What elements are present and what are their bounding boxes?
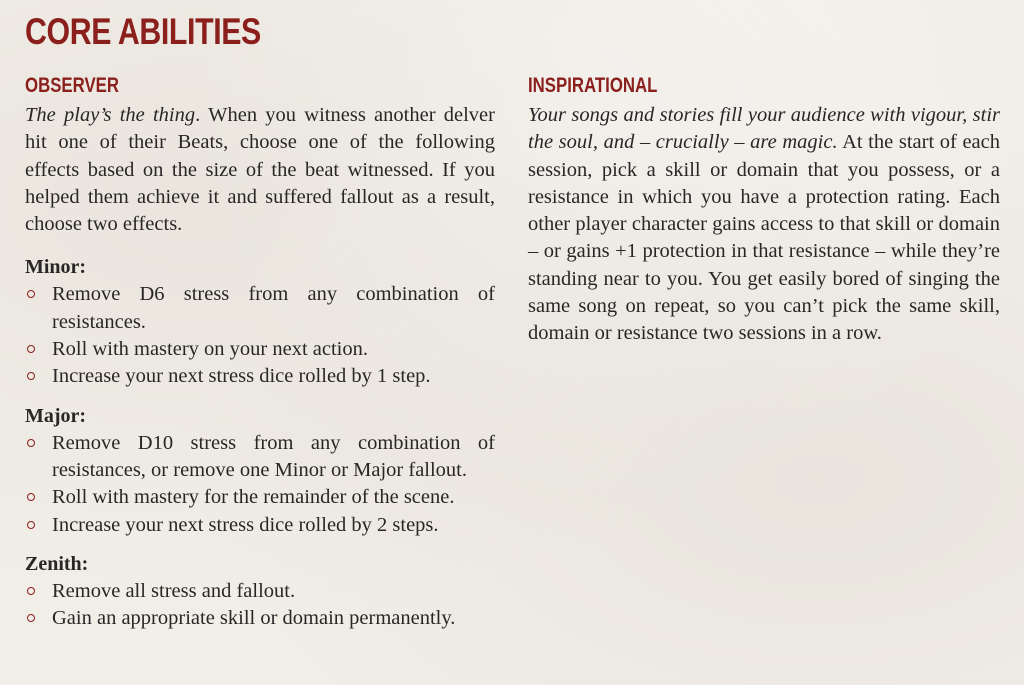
effect-text: Remove D6 stress from any combination of resistances. — [52, 283, 495, 333]
observer-heading: OBSERVER — [25, 74, 119, 97]
list-item — [25, 578, 495, 605]
list-item — [25, 363, 495, 390]
observer-description — [25, 102, 495, 238]
inspirational-intro-italic: Your songs and stories fill your audience with vigour, stir the soul, and – crucially – are magic. — [528, 104, 1000, 154]
inspirational-intro-text: At the start of each session, pick a skill or domain that you possess, or a resistance in which you have a protection rating. Each other player character gains access to that skill or domain – or gains +1 protection in that resistance – while they’re standing near to you. You get easily bored of singing the same song on repeat, so you can’t pick the same skill, domain or resistance two sessions in a row. — [528, 131, 1000, 345]
list-item — [25, 430, 495, 485]
list-item — [25, 336, 495, 363]
observer-intro-text: . When you witness another delver hit one of their Beats, choose one of the following effects based on the size of the beat witnessed. If you helped them achieve it and suffered fallout as a result, choose two effects. — [25, 104, 495, 236]
effect-text: Gain an appropriate skill or domain permanently. — [52, 607, 456, 630]
inspirational-description — [528, 102, 1000, 348]
page-title: CORE ABILITIES — [25, 11, 261, 52]
inspirational-section — [528, 72, 1000, 348]
circle-bullet-icon — [27, 614, 35, 622]
major-label: Major: — [25, 404, 87, 427]
list-item — [25, 605, 495, 632]
effect-text: Increase your next stress dice rolled by 2 steps. — [52, 513, 439, 536]
minor-label: Minor: — [25, 256, 87, 279]
circle-bullet-icon — [27, 493, 35, 501]
circle-bullet-icon — [27, 372, 35, 380]
list-item — [25, 512, 495, 539]
effect-text: Remove D10 stress from any combination of resistances, or remove one Minor or Major fallout. — [52, 431, 495, 481]
list-item — [25, 484, 495, 511]
observer-intro-italic: The play’s the thing — [25, 104, 196, 126]
zenith-effects-list — [25, 578, 495, 633]
observer-section — [25, 72, 495, 632]
circle-bullet-icon — [27, 290, 35, 298]
circle-bullet-icon — [27, 521, 35, 529]
circle-bullet-icon — [27, 439, 35, 447]
inspirational-heading: INSPIRATIONAL — [528, 74, 658, 97]
minor-effects-list — [25, 281, 495, 390]
circle-bullet-icon — [27, 345, 35, 353]
list-item — [25, 281, 495, 336]
circle-bullet-icon — [27, 587, 35, 595]
effect-text: Roll with mastery on your next action. — [52, 338, 368, 361]
effect-text: Increase your next stress dice rolled by 1 step. — [52, 365, 431, 388]
effect-text: Remove all stress and fallout. — [52, 579, 296, 602]
zenith-label: Zenith: — [25, 552, 89, 575]
effect-text: Roll with mastery for the remainder of the scene. — [52, 486, 455, 509]
major-effects-list — [25, 430, 495, 539]
